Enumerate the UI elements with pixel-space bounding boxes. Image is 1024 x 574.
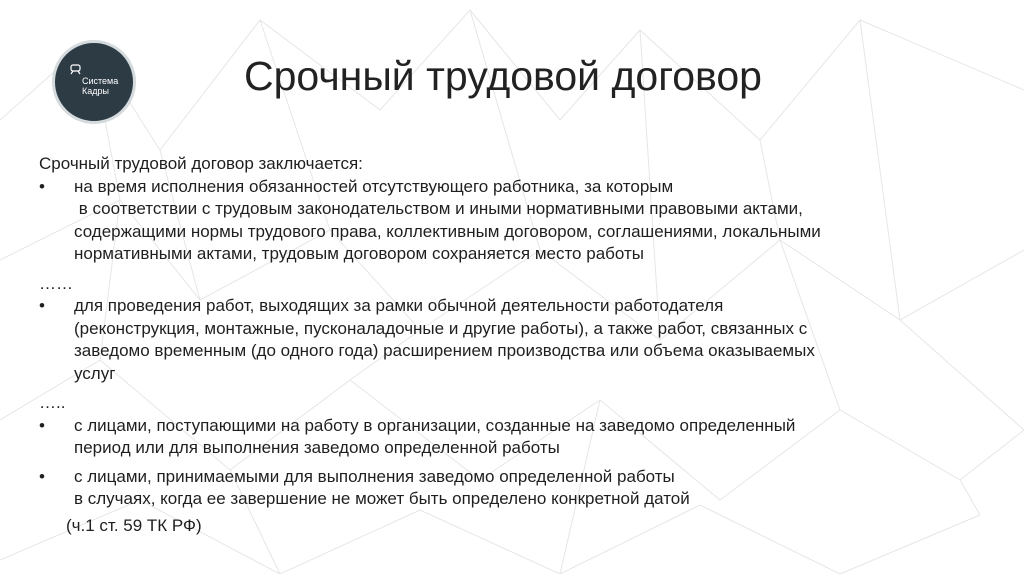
ellipsis-1: …… [39,273,73,293]
logo [52,40,136,124]
bullet-3-line-1: с лицами, поступающими на работу в организации, созданные на заведомо определенный [74,415,796,435]
logo-line-1: Система [82,76,119,86]
bullet-mark: • [39,415,45,435]
bullet-mark: • [39,466,45,486]
bullet-1-line-1: на время исполнения обязанностей отсутствующего работника, за которым [74,176,674,196]
bullet-1-line-4: нормативными актами, трудовым договором сохраняется место работы [74,244,644,263]
logo-line-2: Кадры [82,86,109,96]
bullet-2-line-2: (реконструкция, монтажные, пусконаладочные и другие работы), а также работ, связанных с [74,318,808,338]
bullet-mark: • [39,296,45,315]
bullet-item-3 [39,415,979,460]
bullet-item-1 [39,176,979,266]
bullet-2-line-1: для проведения работ, выходящих за рамки обычной деятельности работодателя [74,296,724,315]
slide-content [39,153,979,537]
slide-title: Срочный трудовой договор [244,53,762,99]
chat-bubble-icon [69,64,83,78]
logo-text [82,76,118,96]
bullet-4-line-2: в случаях, когда ее завершение не может быть определено конкретной датой [74,489,690,508]
bullet-3-line-2: период или для выполнения заведомо определенной работы [74,438,560,457]
bullet-item-4 [39,466,979,511]
bullet-4-line-1: с лицами, принимаемыми для выполнения заведомо определенной работы [74,466,675,486]
ellipsis-2: ….. [39,393,66,412]
bullet-1-line-3: содержащими нормы трудового права, коллективным договором, соглашениями, локальными [74,221,821,241]
law-reference: (ч.1 ст. 59 ТК РФ) [66,515,202,535]
bullet-item-2 [39,295,979,385]
intro-text: Срочный трудовой договор заключается: [39,154,363,173]
bullet-1-line-2: в соответствии с трудовым законодательством и иными нормативными правовыми актами, [74,199,803,218]
bullet-2-line-3: заведомо временным (до одного года) расширением производства или объема оказываемых [74,341,815,360]
bullet-2-line-4: услуг [74,363,116,383]
bullet-mark: • [39,176,45,196]
